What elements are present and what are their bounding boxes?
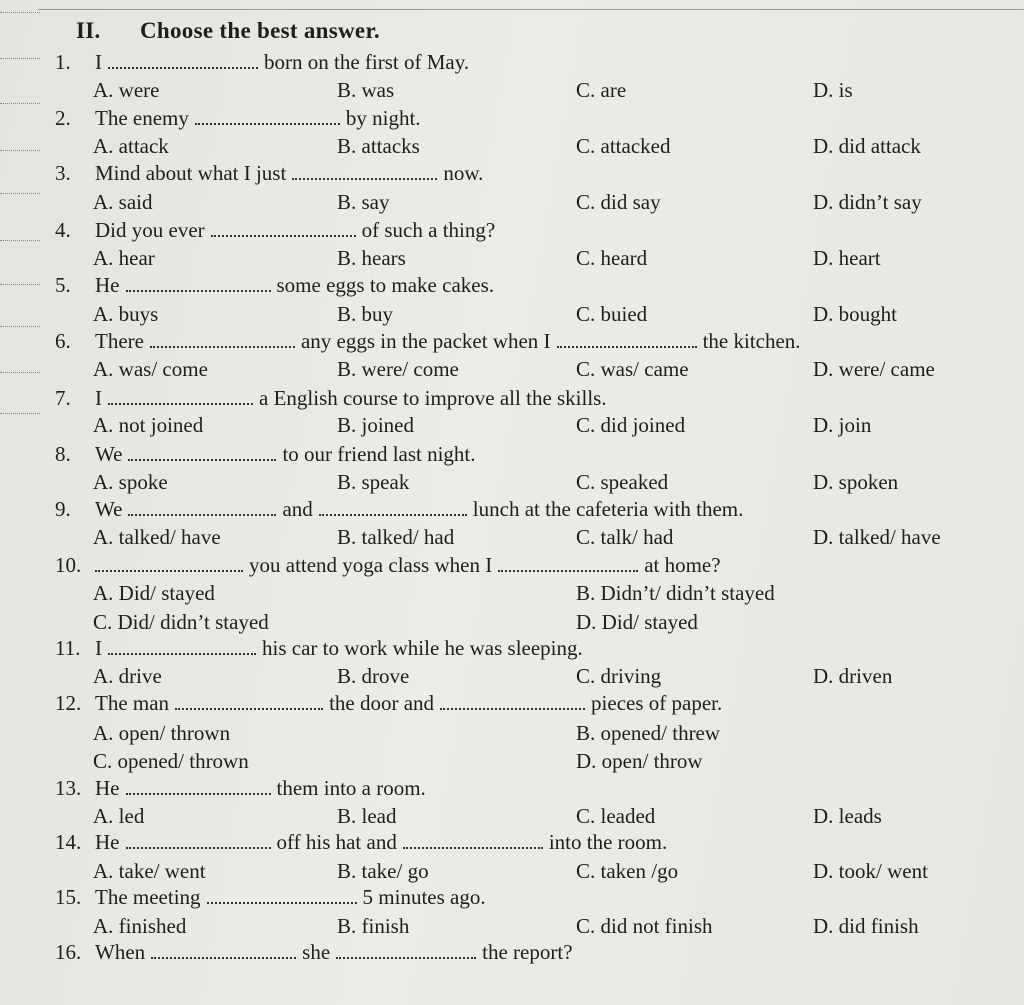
question-text: I: [95, 50, 102, 74]
question-10: [55, 553, 721, 578]
section-heading: [76, 18, 380, 44]
question-text: lunch at the cafeteria with them.: [472, 497, 744, 521]
top-rule: [38, 9, 1024, 10]
question-text: the kitchen.: [702, 329, 801, 353]
question-text: a English course to improve all the skills.: [259, 386, 607, 410]
question-1: [55, 50, 469, 75]
option-d[interactable]: D. were/ came: [813, 357, 935, 381]
option-d[interactable]: D. heart: [813, 246, 881, 270]
option-c[interactable]: C. speaked: [576, 470, 669, 494]
option-b[interactable]: B. take/ go: [337, 859, 429, 883]
option-c[interactable]: C. buied: [576, 302, 648, 326]
question-text: He: [95, 830, 120, 854]
question-15: [55, 885, 486, 910]
option-c[interactable]: C. attacked: [576, 134, 671, 158]
option-d[interactable]: D. spoken: [813, 470, 899, 494]
option-b[interactable]: B. joined: [337, 413, 414, 437]
option-c[interactable]: C. leaded: [576, 804, 656, 828]
question-text: The enemy: [95, 106, 189, 130]
answer-blank[interactable]: [403, 833, 543, 849]
question-9: [55, 497, 743, 522]
option-d[interactable]: D. is: [813, 78, 853, 102]
question-number: 6.: [55, 329, 71, 353]
question-text: 5 minutes ago.: [362, 885, 486, 909]
question-text: We: [95, 497, 123, 521]
question-text: and: [282, 497, 313, 521]
answer-blank[interactable]: [108, 389, 253, 405]
option-a[interactable]: A. open/ thrown: [93, 721, 231, 745]
question-12: [55, 691, 722, 716]
question-text: I: [95, 386, 102, 410]
option-b[interactable]: B. Didn’t/ didn’t stayed: [576, 581, 775, 605]
question-text: into the room.: [548, 830, 668, 854]
question-text: the report?: [482, 940, 573, 964]
option-b[interactable]: B. lead: [337, 804, 397, 828]
option-a[interactable]: A. drive: [93, 664, 162, 688]
question-3: [55, 161, 483, 186]
option-d[interactable]: D. talked/ have: [813, 525, 941, 549]
option-b[interactable]: B. were/ come: [337, 357, 459, 381]
option-b[interactable]: B. attacks: [337, 134, 420, 158]
question-text: Did you ever: [95, 218, 205, 242]
question-text: born on the first of May.: [264, 50, 470, 74]
option-a[interactable]: A. attack: [93, 134, 169, 158]
question-text: The man: [95, 691, 170, 715]
question-16: [55, 940, 573, 965]
question-number: 11.: [55, 636, 81, 660]
question-text: He: [95, 273, 120, 297]
question-6: [55, 329, 801, 354]
option-b[interactable]: B. finish: [337, 914, 410, 938]
section-title: Choose the best answer.: [140, 18, 380, 43]
option-c[interactable]: C. was/ came: [576, 357, 689, 381]
question-8: [55, 442, 476, 467]
section-number: II.: [76, 18, 101, 43]
option-d[interactable]: D. bought: [813, 302, 897, 326]
option-d[interactable]: D. driven: [813, 664, 893, 688]
question-number: 10.: [55, 553, 82, 577]
question-2: [55, 106, 421, 131]
answer-blank[interactable]: [126, 779, 271, 795]
option-a[interactable]: A. buys: [93, 302, 159, 326]
option-d[interactable]: D. open/ throw: [576, 749, 703, 773]
question-text: you attend yoga class when I: [249, 553, 493, 577]
option-a[interactable]: A. Did/ stayed: [93, 581, 215, 605]
option-d[interactable]: D. took/ went: [813, 859, 928, 883]
option-c[interactable]: C. opened/ thrown: [93, 749, 249, 773]
question-number: 16.: [55, 940, 82, 964]
option-b[interactable]: B. speak: [337, 470, 410, 494]
option-c[interactable]: C. did say: [576, 190, 661, 214]
answer-blank[interactable]: [292, 164, 437, 180]
question-number: 2.: [55, 106, 71, 130]
option-d[interactable]: D. leads: [813, 804, 882, 828]
option-a[interactable]: A. not joined: [93, 413, 204, 437]
option-a[interactable]: A. said: [93, 190, 153, 214]
question-number: 13.: [55, 776, 82, 800]
question-text: them into a room.: [276, 776, 426, 800]
option-b[interactable]: B. opened/ threw: [576, 721, 721, 745]
answer-blank[interactable]: [440, 694, 585, 710]
option-d[interactable]: D. didn’t say: [813, 190, 922, 214]
option-c[interactable]: C. are: [576, 78, 627, 102]
question-13: [55, 776, 426, 801]
question-11: [55, 636, 583, 661]
question-text: He: [95, 776, 120, 800]
answer-blank[interactable]: [128, 500, 276, 516]
question-number: 14.: [55, 830, 82, 854]
answer-blank[interactable]: [95, 556, 243, 572]
option-b[interactable]: B. was: [337, 78, 395, 102]
answer-blank[interactable]: [175, 694, 323, 710]
question-number: 1.: [55, 50, 71, 74]
option-c[interactable]: C. did joined: [576, 413, 686, 437]
option-a[interactable]: A. were: [93, 78, 160, 102]
question-number: 12.: [55, 691, 82, 715]
option-b[interactable]: B. buy: [337, 302, 394, 326]
answer-blank[interactable]: [498, 556, 638, 572]
question-text: the door and: [329, 691, 435, 715]
option-b[interactable]: B. say: [337, 190, 390, 214]
question-text: Mind about what I just: [95, 161, 287, 185]
question-4: [55, 218, 495, 243]
question-text: When: [95, 940, 146, 964]
question-5: [55, 273, 494, 298]
question-number: 7.: [55, 386, 71, 410]
option-a[interactable]: A. spoke: [93, 470, 168, 494]
answer-blank[interactable]: [108, 53, 258, 69]
question-text: The meeting: [95, 885, 201, 909]
answer-blank[interactable]: [195, 109, 340, 125]
question-number: 4.: [55, 218, 71, 242]
answer-blank[interactable]: [336, 943, 476, 959]
answer-blank[interactable]: [150, 332, 295, 348]
option-c[interactable]: C. Did/ didn’t stayed: [93, 610, 269, 634]
option-d[interactable]: D. did finish: [813, 914, 919, 938]
question-text: I: [95, 636, 102, 660]
option-c[interactable]: C. talk/ had: [576, 525, 674, 549]
margin-ticks: [0, 0, 45, 440]
answer-blank[interactable]: [126, 276, 271, 292]
option-b[interactable]: B. hears: [337, 246, 406, 270]
answer-blank[interactable]: [151, 943, 296, 959]
option-a[interactable]: A. hear: [93, 246, 155, 270]
option-a[interactable]: A. was/ come: [93, 357, 208, 381]
answer-blank[interactable]: [126, 833, 271, 849]
answer-blank[interactable]: [557, 332, 697, 348]
question-7: [55, 386, 607, 411]
option-a[interactable]: A. take/ went: [93, 859, 206, 883]
answer-blank[interactable]: [128, 445, 276, 461]
question-14: [55, 830, 667, 855]
question-number: 9.: [55, 497, 71, 521]
question-text: pieces of paper.: [591, 691, 723, 715]
question-text: off his hat and: [276, 830, 397, 854]
option-d[interactable]: D. did attack: [813, 134, 921, 158]
question-text: now.: [443, 161, 484, 185]
option-a[interactable]: A. talked/ have: [93, 525, 221, 549]
question-number: 8.: [55, 442, 71, 466]
question-number: 15.: [55, 885, 82, 909]
question-text: by night.: [345, 106, 421, 130]
option-c[interactable]: C. did not finish: [576, 914, 713, 938]
answer-blank[interactable]: [211, 221, 356, 237]
answer-blank[interactable]: [207, 888, 357, 904]
option-b[interactable]: B. talked/ had: [337, 525, 455, 549]
question-text: she: [302, 940, 331, 964]
question-text: to our friend last night.: [282, 442, 476, 466]
question-number: 3.: [55, 161, 71, 185]
answer-blank[interactable]: [319, 500, 467, 516]
question-text: We: [95, 442, 123, 466]
option-b[interactable]: B. drove: [337, 664, 410, 688]
option-a[interactable]: A. finished: [93, 914, 187, 938]
question-text: any eggs in the packet when I: [300, 329, 551, 353]
question-text: at home?: [644, 553, 721, 577]
question-text: of such a thing?: [361, 218, 496, 242]
question-text: There: [95, 329, 144, 353]
answer-blank[interactable]: [108, 639, 256, 655]
question-number: 5.: [55, 273, 71, 297]
option-c[interactable]: C. taken /go: [576, 859, 679, 883]
option-d[interactable]: D. Did/ stayed: [576, 610, 698, 634]
question-text: his car to work while he was sleeping.: [262, 636, 583, 660]
option-d[interactable]: D. join: [813, 413, 872, 437]
question-text: some eggs to make cakes.: [276, 273, 495, 297]
option-a[interactable]: A. led: [93, 804, 145, 828]
option-c[interactable]: C. driving: [576, 664, 662, 688]
option-c[interactable]: C. heard: [576, 246, 648, 270]
